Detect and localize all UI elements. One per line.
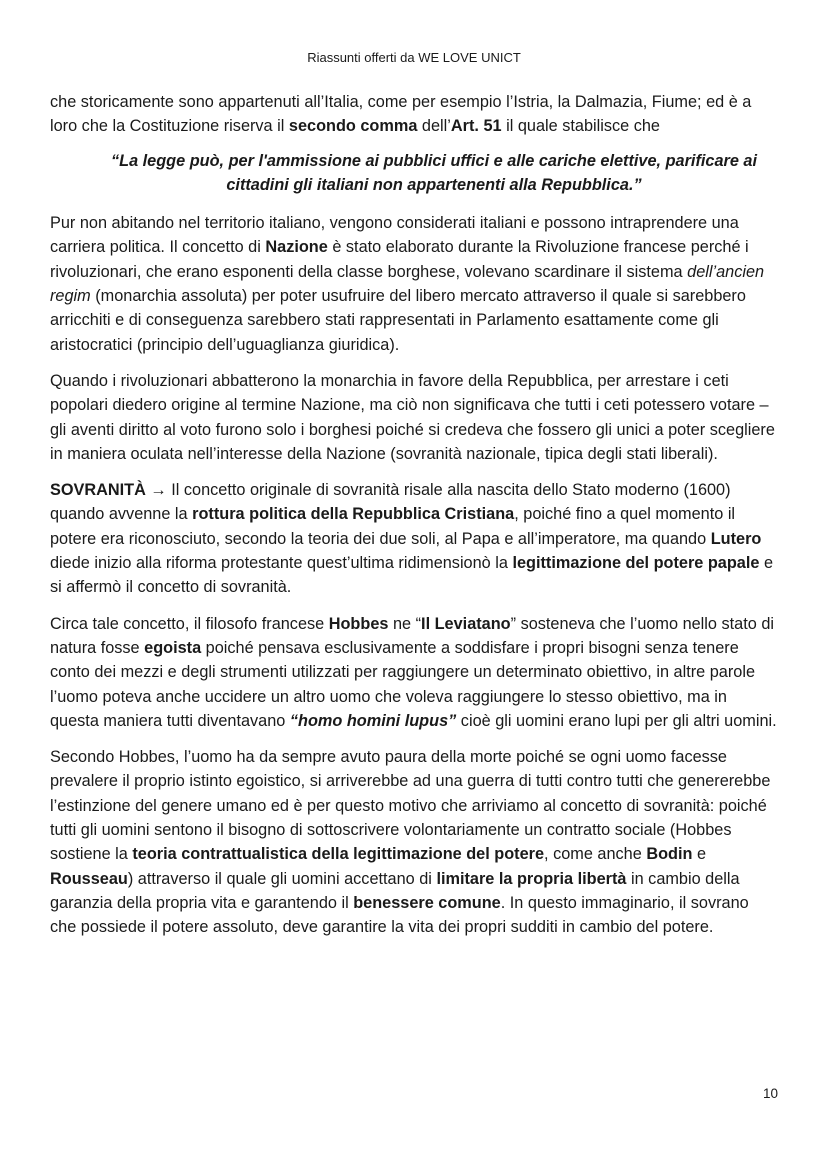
paragraph-hobbes: Circa tale concetto, il filosofo francese Hobbes ne “Il Leviatano” sosteneva che l’uomo nello stato di natura fosse egoista poiché pensava esclusivamente a soddisfare i propri bisogni senza tenere conto dei mezzi e degli strumenti utilizzati per raggiungere un determinato obiettivo, in altre parole l’uomo poteva anche uccidere un altro uomo che voleva raggiungere lo stesso obiettivo, ma in questa maniera tutti diventavano “homo homini lupus” cioè gli uomini erano lupi per gli altri uomini. xyxy=(50,614,777,730)
constitution-quote: “La legge può, per l'ammissione ai pubblici uffici e alle cariche elettive, parificare ai cittadini gli italiani non appartenenti alla Repubblica.” xyxy=(110,151,757,194)
paragraph-sovranita: SOVRANITÀ → Il concetto originale di sovranità risale alla nascita dello Stato moderno (1600) quando avvenne la rottura politica della Repubblica Cristiana, poiché fino a quel momento il potere era riconosciuto, secondo la teoria dei due soli, al Papa e all’imperatore, ma quando Lutero diede inizio alla riforma protestante quest’ultima ridimensionò la legittimazione del potere papale e si affermò il concetto di sovranità. xyxy=(50,481,774,597)
paragraph-contratto-sociale: Secondo Hobbes, l’uomo ha da sempre avuto paura della morte poiché se ogni uomo facesse prevalere il proprio istinto egoistico, si arriverebbe ad una guerra di tutti contro tutti che genererebbe l’estinzione del genere umano ed è per questo motivo che arriviamo al concetto di sovranità: poiché tutti gli uomini sentono il bisogno di sottoscrivere volontariamente un contratto sociale (Hobbes sostiene la teoria contrattualistica della legittimazione del potere, come anche Bodin e Rousseau) attraverso il quale gli uomini accettano di limitare la propria libertà in cambio della garanzia della propria vita e garantendo il benessere comune. In questo immaginario, il sovrano che possiede il potere assoluto, deve garantire la vita dei propri sudditi in cambio del potere. xyxy=(50,748,771,937)
section-title-sovranita: SOVRANITÀ xyxy=(50,481,146,500)
page-number: 10 xyxy=(762,1086,778,1101)
page-header: Riassunti offerti da WE LOVE UNICT xyxy=(307,50,521,65)
paragraph-3: Quando i rivoluzionari abbatterono la monarchia in favore della Repubblica, per arrestare i ceti popolari diedero origine al termine Nazione, ma ciò non significava che tutti i ceti potessero votare – gli aventi diritto al voto furono solo i borghesi poiché si credeva che fossero gli unici a poter scegliere in maniera oculata nell’interesse della Nazione (sovranità nazionale, tipica degli stati liberali). xyxy=(50,371,775,463)
arrow-right-icon: → xyxy=(150,481,167,500)
document-body xyxy=(50,90,778,952)
paragraph-1: che storicamente sono appartenuti all’Italia, come per esempio l’Istria, la Dalmazia, Fiume; ed è a loro che la Costituzione riserva il secondo comma dell’Art. 51 il quale stabilisce che xyxy=(50,93,752,136)
paragraph-2: Pur non abitando nel territorio italiano, vengono considerati italiani e possono intraprendere una carriera politica. Il concetto di Nazione è stato elaborato durante la Rivoluzione francese perché i rivoluzionari, che erano esponenti della classe borghese, volevano scardinare il sistema dell’ancien regim (monarchia assoluta) per poter usufruire del libero mercato attraverso il quale si sarebbero arricchiti e di conseguenza sarebbero stati rappresentati in Parlamento esattamente come gli aristocratici (principio dell’uguaglianza giuridica). xyxy=(50,214,765,354)
